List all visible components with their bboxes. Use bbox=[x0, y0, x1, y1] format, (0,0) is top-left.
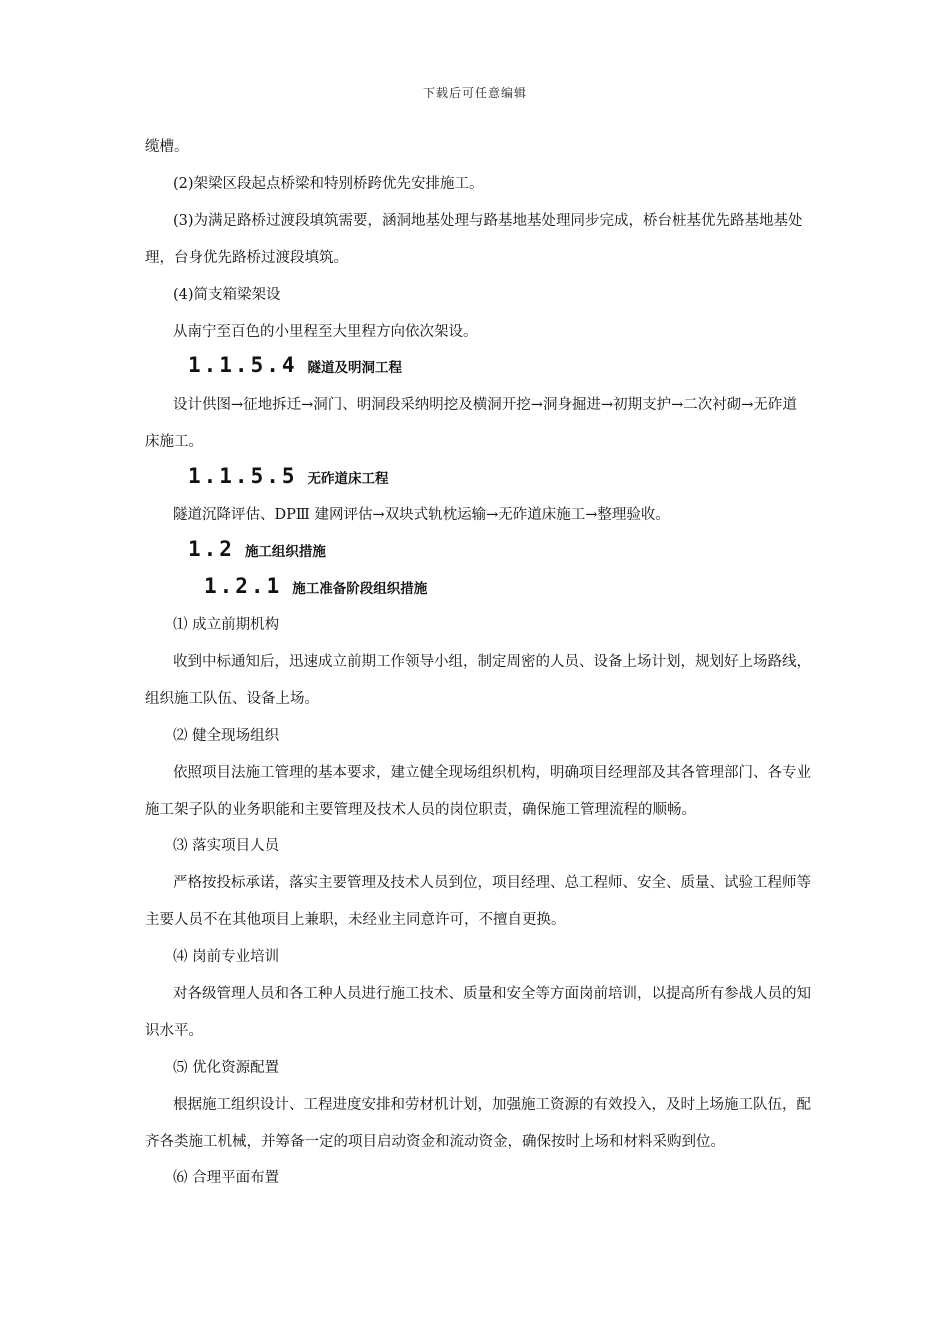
paragraph-line: 对各级管理人员和各工种人员进行施工技术、质量和安全等方面岗前培训，以提高所有参战人员的知 bbox=[173, 986, 811, 1002]
heading-1-1-5-4 bbox=[188, 352, 402, 381]
paragraph-line: (4)简支箱梁架设 bbox=[173, 287, 281, 303]
heading-number: 1.2 bbox=[188, 537, 235, 561]
heading-title: 无砟道床工程 bbox=[307, 471, 389, 487]
paragraph-line: 缆槽。 bbox=[145, 139, 189, 155]
paragraph-line: 主要人员不在其他项目上兼职，未经业主同意许可，不擅自更换。 bbox=[145, 912, 566, 928]
paragraph-line: (2)架梁区段起点桥梁和特别桥跨优先安排施工。 bbox=[173, 176, 484, 192]
paragraph-line: 根据施工组织设计、工程进度安排和劳材机计划，加强施工资源的有效投入，及时上场施工队伍，配 bbox=[173, 1097, 811, 1113]
paragraph-line: 理，台身优先路桥过渡段填筑。 bbox=[145, 250, 348, 266]
heading-1-1-5-5 bbox=[188, 463, 389, 492]
paragraph-line: 床施工。 bbox=[145, 434, 203, 450]
heading-1-2 bbox=[188, 536, 326, 565]
paragraph-line: ⑴ 成立前期机构 bbox=[173, 617, 280, 633]
paragraph-line: ⑹ 合理平面布置 bbox=[173, 1170, 280, 1186]
paragraph-line: 依照项目法施工管理的基本要求，建立健全现场组织机构，明确项目经理部及其各管理部门、各专业 bbox=[173, 765, 811, 781]
paragraph-line: 施工架子队的业务职能和主要管理及技术人员的岗位职责，确保施工管理流程的顺畅。 bbox=[145, 802, 696, 818]
page-header: 下载后可任意编辑 bbox=[422, 86, 527, 100]
paragraph-line: ⑷ 岗前专业培训 bbox=[173, 949, 280, 965]
heading-title: 施工组织措施 bbox=[244, 544, 326, 560]
paragraph-line: ⑶ 落实项目人员 bbox=[173, 838, 280, 854]
paragraph-line: 组织施工队伍、设备上场。 bbox=[145, 691, 319, 707]
paragraph-line: 严格按投标承诺，落实主要管理及技术人员到位，项目经理、总工程师、安全、质量、试验工程师等 bbox=[173, 875, 811, 891]
paragraph-line: ⑵ 健全现场组织 bbox=[173, 728, 280, 744]
paragraph-line: 识水平。 bbox=[145, 1023, 203, 1039]
paragraph-line: 隧道沉降评估、DPⅢ 建网评估→双块式轨枕运输→无砟道床施工→整理验收。 bbox=[173, 507, 670, 523]
paragraph-line: (3)为满足路桥过渡段填筑需要，涵洞地基处理与路基地基处理同步完成，桥台桩基优先路基地基处 bbox=[173, 213, 803, 229]
heading-title: 隧道及明洞工程 bbox=[307, 360, 403, 376]
paragraph-line: 收到中标通知后，迅速成立前期工作领导小组，制定周密的人员、设备上场计划，规划好上场路线， bbox=[173, 654, 811, 670]
heading-title: 施工准备阶段组织措施 bbox=[292, 581, 428, 597]
paragraph-line: 齐各类施工机械，并筹备一定的项目启动资金和流动资金，确保按时上场和材料采购到位。 bbox=[145, 1134, 725, 1150]
heading-number: 1.1.5.5 bbox=[188, 464, 298, 488]
paragraph-line: 从南宁至百色的小里程至大里程方向依次架设。 bbox=[173, 324, 478, 340]
paragraph-line: ⑸ 优化资源配置 bbox=[173, 1060, 280, 1076]
heading-1-2-1 bbox=[204, 573, 427, 602]
heading-number: 1.2.1 bbox=[204, 574, 283, 598]
heading-number: 1.1.5.4 bbox=[188, 353, 298, 377]
paragraph-line: 设计供图→征地拆迁→洞门、明洞段采纳明挖及横洞开挖→洞身掘进→初期支护→二次衬砌→无砟道 bbox=[173, 397, 797, 413]
